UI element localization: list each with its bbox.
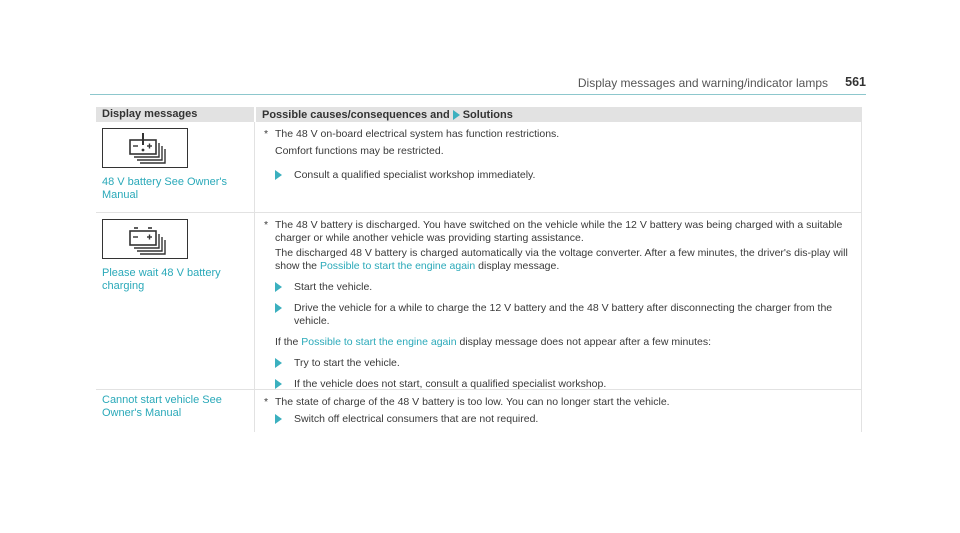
table-row: [96, 122, 862, 213]
arrow-icon: [275, 170, 282, 180]
display-messages-table: [96, 107, 862, 432]
arrow-icon: [275, 414, 282, 424]
message-text: Please wait 48 V battery charging: [102, 267, 221, 292]
table-row: [96, 390, 862, 432]
message-cell: [96, 390, 254, 432]
solution-step: Drive the vehicle for a while to charge the 12 V battery and the 48 V battery after disconnecting the charger from the vehicle.: [275, 302, 853, 328]
cause-cell: * The state of charge of the 48 V battery is too low. You can no longer start the vehicle. Switch off electrical consumers that are not required.: [254, 390, 862, 432]
column-header-messages: Display messages: [102, 108, 198, 120]
page-number: 561: [845, 75, 866, 89]
arrow-icon: [275, 379, 282, 389]
solution-step: If the vehicle does not start, consult a qualified specialist workshop.: [275, 378, 853, 391]
message-cell: [96, 122, 254, 212]
arrow-icon: [275, 303, 282, 313]
solution-step: Try to start the vehicle.: [275, 357, 853, 370]
table-header: [96, 107, 862, 122]
battery-icon: [102, 219, 188, 259]
solution-step: Start the vehicle.: [275, 281, 853, 294]
cause-cell: * The 48 V battery is discharged. You have switched on the vehicle while the 12 V battery was being charged with a suitable charger or while another vehicle was providing starting assistance. The discharged 48 V battery is charged automatically via the voltage converter. After a few minutes, the driver's dis-play will show the Possible to start the engine again display message. Start the vehicle. Drive the vehicle for a while to charge the 12 V battery and the 48 V battery after disconnecting the charger from the vehicle. If the Possible to start the engine again display message does not appear after a few minutes: Try to start the vehicle. If the vehicle does not start, consult a qualified specialist workshop.: [254, 213, 862, 389]
arrow-icon: [275, 282, 282, 292]
page-header: [90, 76, 866, 95]
message-text: 48 V battery See Owner's Manual: [102, 176, 227, 201]
section-title: Display messages and warning/indicator lamps: [577, 76, 828, 90]
cause-cell: * The 48 V on-board electrical system has function restrictions. Comfort functions may be restricted. Consult a qualified specialist workshop immediately.: [254, 122, 862, 212]
column-header-causes: Possible causes/consequences and Solutions: [254, 107, 862, 122]
battery-warning-icon: [102, 128, 188, 168]
message-text: Cannot start vehicle See Owner's Manual: [102, 394, 222, 419]
arrow-icon: [275, 358, 282, 368]
arrow-icon: [453, 110, 460, 120]
solution-step: Switch off electrical consumers that are not required.: [275, 413, 853, 426]
table-row: [96, 213, 862, 390]
message-cell: [96, 213, 254, 389]
solution-step: Consult a qualified specialist workshop immediately.: [275, 169, 853, 182]
